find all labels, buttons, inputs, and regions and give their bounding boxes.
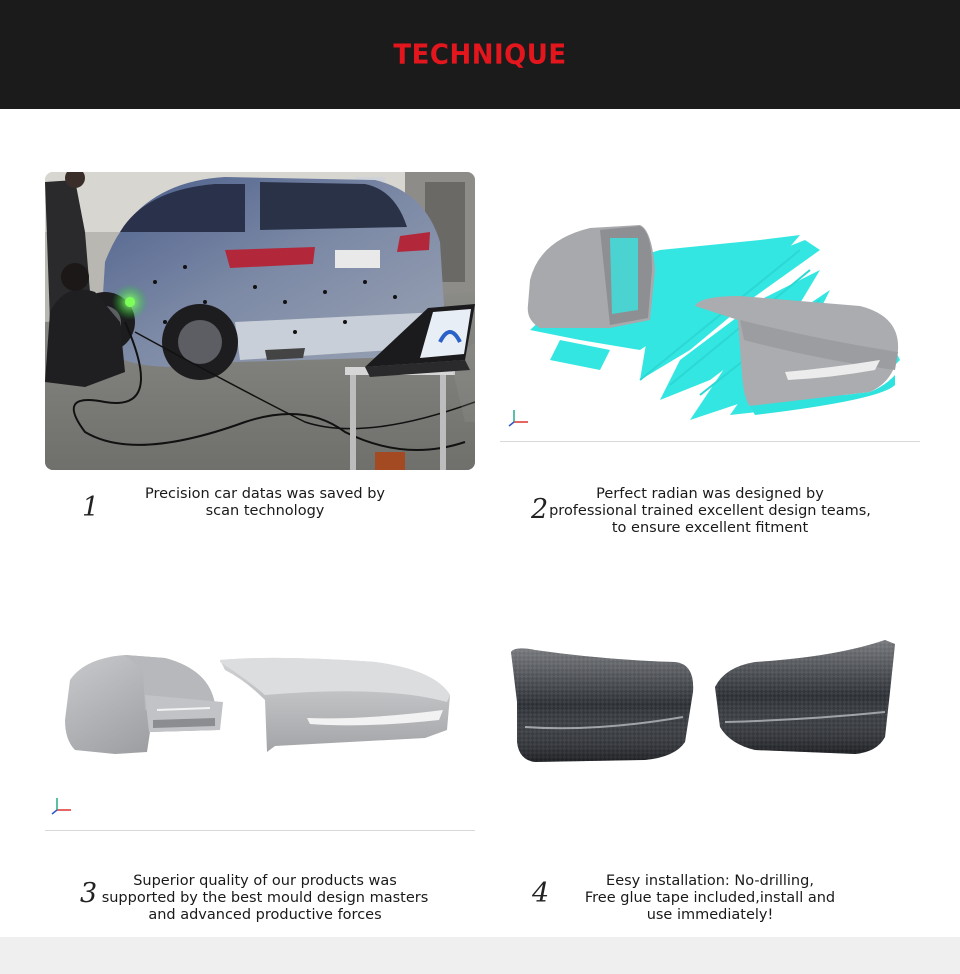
step-number: 4 [532, 878, 550, 909]
divider [500, 441, 920, 442]
mirror-cover-grey-cad-model [45, 640, 475, 830]
caption-line: and advanced productive forces [148, 907, 382, 923]
caption-line: Free glue tape included,install and [584, 890, 836, 906]
page-header [0, 0, 960, 109]
mirror-cover-cad-scan-render [500, 210, 920, 442]
step-number: 2 [531, 494, 549, 525]
footer-band [0, 937, 960, 974]
step-caption [545, 873, 875, 924]
caption-line: Superior quality of our products was [133, 873, 397, 889]
step-number: 3 [80, 878, 98, 909]
caption-line: professional trained excellent design teams, [549, 503, 871, 519]
step-caption [100, 873, 430, 924]
carbon-fiber-mirror-covers-photo [505, 632, 905, 772]
caption-line: supported by the best mould design masters [101, 890, 429, 906]
step-number: 1 [82, 492, 100, 523]
caption-line: Perfect radian was designed by [596, 486, 824, 502]
step-caption [545, 486, 875, 537]
caption-line: scan technology [205, 503, 325, 519]
caption-line: to ensure excellent fitment [611, 520, 809, 536]
caption-line: Precision car datas was saved by [144, 486, 385, 502]
divider [45, 830, 475, 831]
step-caption [100, 486, 430, 520]
caption-line: use immediately! [646, 907, 774, 923]
page-title: TECHNIQUE [393, 38, 567, 71]
car-3d-scanning-photo [45, 172, 475, 470]
caption-line: Eesy installation: No-drilling, [606, 873, 814, 889]
